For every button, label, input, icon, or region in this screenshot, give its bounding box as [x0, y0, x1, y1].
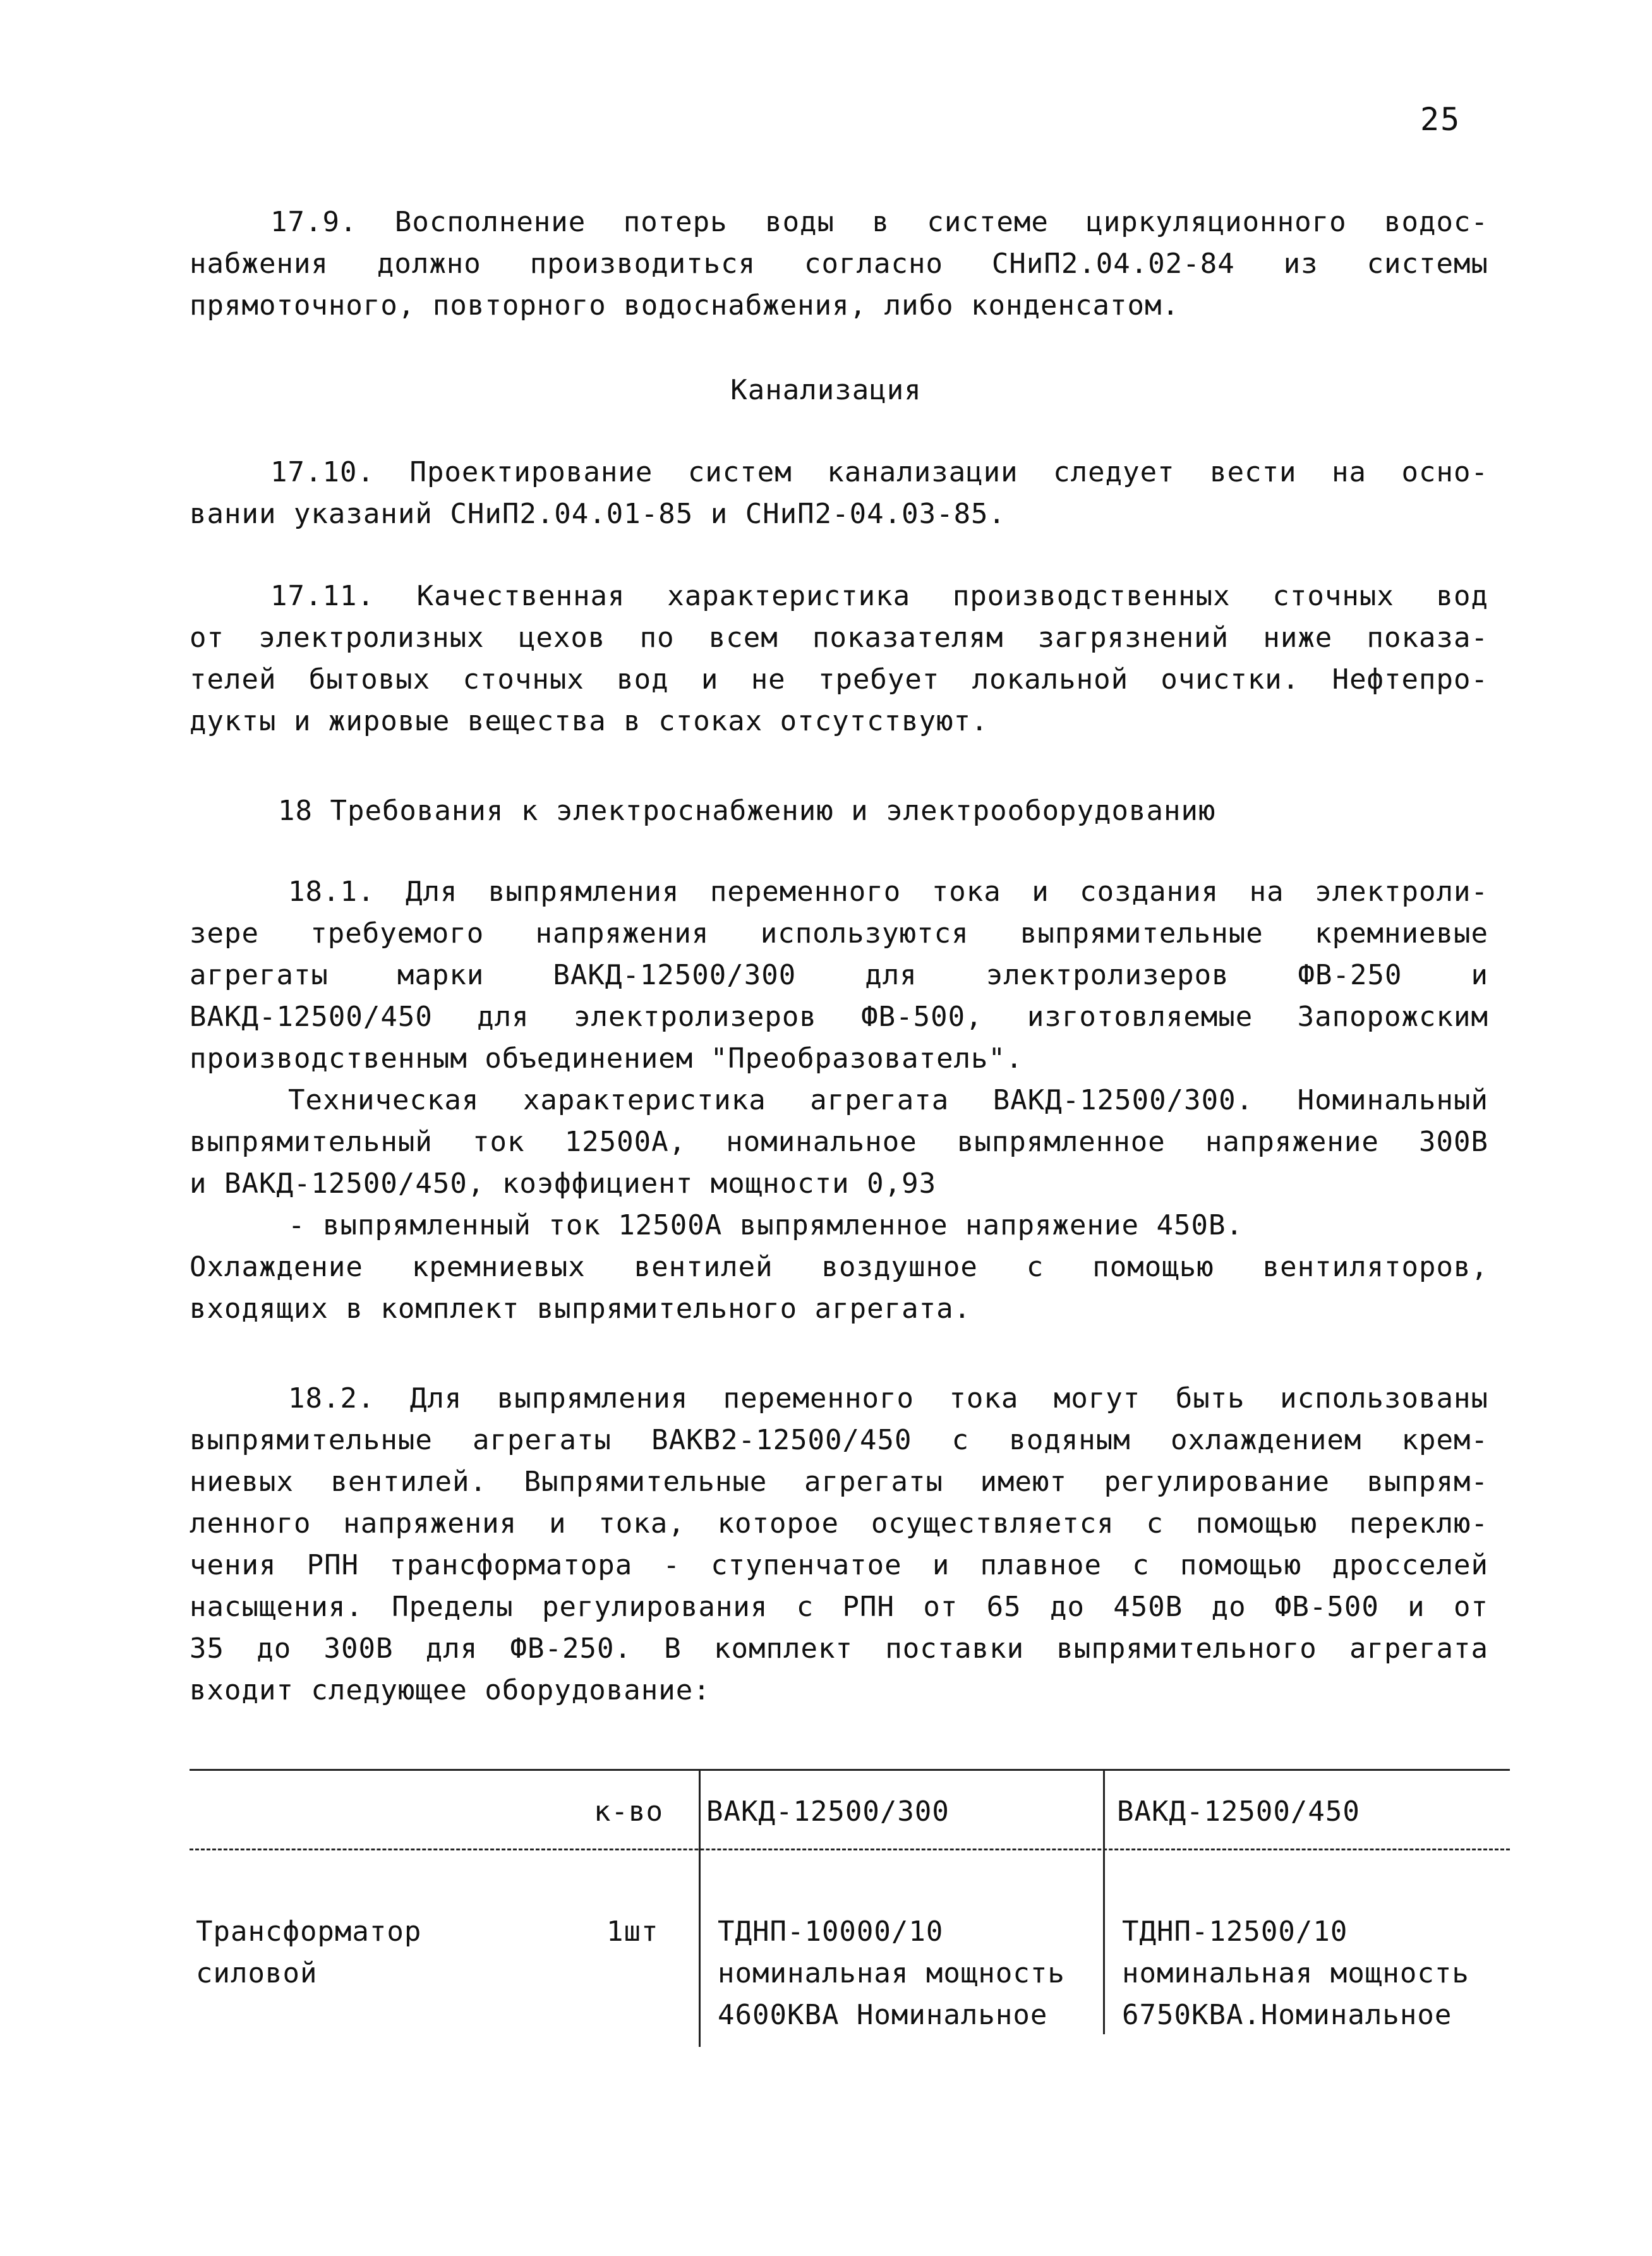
paragraph-line: насыщения. Пределы регулирования с РПН от 65 до 450В до ФВ-500 и от [190, 1591, 1488, 1623]
paragraph-line: Охлаждение кремниевых вентилей воздушное с помощью вентиляторов, [190, 1251, 1488, 1283]
page-number: 25 [1420, 101, 1461, 138]
table-cell-vakd-450: ТДНП-12500/10 [1122, 1915, 1348, 1948]
table-cell-vakd-450: 6750КВА.Номинальное [1122, 1999, 1452, 2031]
paragraph-line: Техническая характеристика агрегата ВАКД-12500/300. Номинальный [288, 1084, 1488, 1116]
section-heading-kanalizatsiya: Канализация [730, 374, 922, 406]
table-cell-vakd-450: номинальная мощность [1122, 1957, 1469, 1989]
paragraph-line: - выпрямленный ток 12500А выпрямленное напряжение 450В. [288, 1209, 1243, 1241]
paragraph-line: дукты и жировые вещества в стоках отсутствуют. [190, 705, 989, 737]
table-cell-name: силовой [196, 1957, 318, 1989]
paragraph-line: входящих в комплект выпрямительного агрегата. [190, 1293, 972, 1325]
paragraph-line: агрегаты марки ВАКД-12500/300 для электролизеров ФВ-250 и [190, 959, 1488, 991]
paragraph-line: входит следующее оборудование: [190, 1674, 711, 1706]
paragraph-line: 17.9. Восполнение потерь воды в системе циркуляционного водос- [270, 206, 1488, 238]
table-top-rule [190, 1769, 1510, 1771]
paragraph-line: набжения должно производиться согласно СНиП2.04.02-84 из системы [190, 248, 1488, 280]
table-cell-name: Трансформатор [196, 1915, 422, 1948]
table-header-vakd-300: ВАКД-12500/300 [706, 1795, 950, 1828]
paragraph-line: от электролизных цехов по всем показателям загрязнений ниже показа- [190, 622, 1488, 654]
paragraph-line: чения РПН трансформатора - ступенчатое и плавное с помощью дросселей [190, 1549, 1488, 1581]
table-header-rule [190, 1849, 1510, 1850]
paragraph-line: 17.10. Проектирование систем канализации следует вести на осно- [270, 456, 1488, 488]
paragraph-line: выпрямительный ток 12500А, номинальное выпрямленное напряжение 300В [190, 1126, 1488, 1158]
paragraph-line: зере требуемого напряжения используются выпрямительные кремниевые [190, 917, 1488, 950]
paragraph-line: прямоточного, повторного водоснабжения, либо конденсатом. [190, 289, 1179, 322]
section-heading-18: 18 Требования к электроснабжению и электрооборудованию [278, 795, 1216, 827]
paragraph-line: ниевых вентилей. Выпрямительные агрегаты имеют регулирование выпрям- [190, 1466, 1488, 1498]
paragraph-line: 17.11. Качественная характеристика производственных сточных вод [270, 580, 1488, 612]
table-cell-qty: 1шт [606, 1915, 659, 1948]
paragraph-line: 18.2. Для выпрямления переменного тока могут быть использованы [288, 1382, 1488, 1415]
paragraph-line: производственным объединением "Преобразователь". [190, 1042, 1023, 1075]
paragraph-line: и ВАКД-12500/450, коэффициент мощности 0,93 [190, 1167, 937, 1200]
table-header-vakd-450: ВАКД-12500/450 [1117, 1795, 1360, 1828]
paragraph-line: ВАКД-12500/450 для электролизеров ФВ-500, изготовляемые Запорожским [190, 1001, 1488, 1033]
table-cell-vakd-300: ТДНП-10000/10 [718, 1915, 944, 1948]
paragraph-line: 18.1. Для выпрямления переменного тока и создания на электроли- [288, 876, 1488, 908]
paragraph-line: 35 до 300В для ФВ-250. В комплект поставки выпрямительного агрегата [190, 1632, 1488, 1665]
table-column-divider [1103, 1769, 1105, 2034]
table-column-divider [699, 1769, 701, 2047]
paragraph-line: выпрямительные агрегаты ВАКВ2-12500/450 с водяным охлаждением крем- [190, 1424, 1488, 1456]
paragraph-line: телей бытовых сточных вод и не требует локальной очистки. Нефтепро- [190, 663, 1488, 696]
table-cell-vakd-300: номинальная мощность [718, 1957, 1065, 1989]
paragraph-line: ленного напряжения и тока, которое осуществляется с помощью переклю- [190, 1507, 1488, 1540]
table-cell-vakd-300: 4600КВА Номинальное [718, 1999, 1048, 2031]
table-header-qty: к-во [594, 1795, 663, 1828]
paragraph-line: вании указаний СНиП2.04.01-85 и СНиП2-04.03-85. [190, 498, 1006, 530]
